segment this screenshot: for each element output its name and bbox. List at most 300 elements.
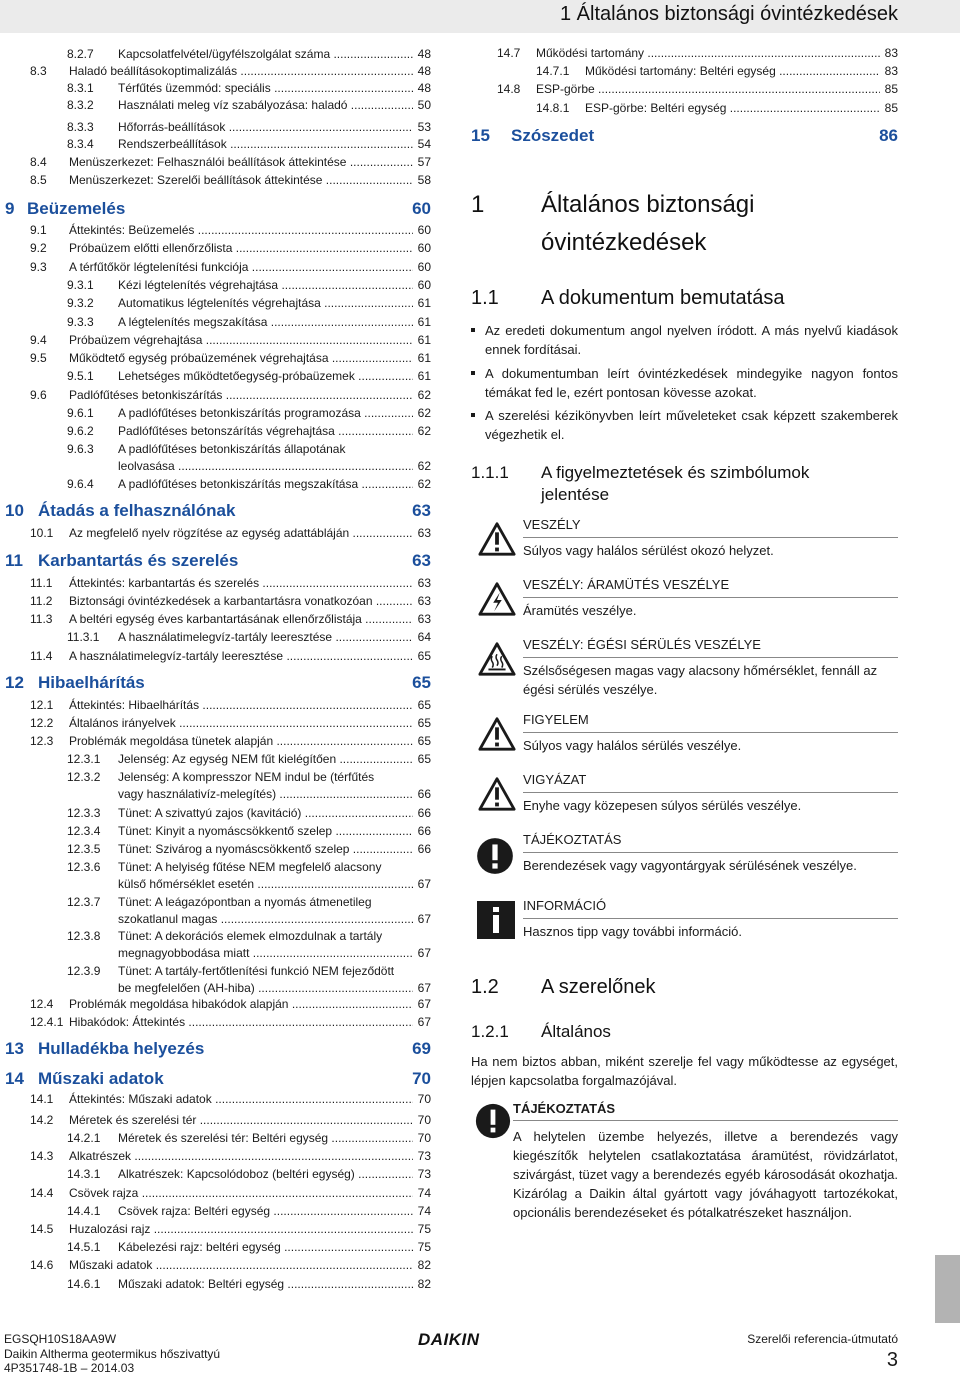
section-1-1-1-title-line2: jelentése (541, 485, 610, 504)
page-number: 3 (886, 1349, 898, 1371)
toc-entry[interactable] (30, 1277, 431, 1292)
symbol-description: Áramütés veszélye. (523, 603, 637, 618)
toc-entry-title: Alkatrészek ..... (69, 1149, 413, 1163)
footer-model: EGSQH10S18AA9W (4, 1332, 117, 1346)
toc-chapter-number: 11 (5, 551, 23, 570)
toc-entry-title: ESP-görbe ..... (536, 82, 880, 96)
symbol-description: Hasznos tipp vagy további információ. (523, 924, 742, 939)
toc-entry-page: 60 (415, 278, 431, 292)
toc-entry[interactable] (30, 964, 431, 996)
toc-entry[interactable] (30, 81, 431, 96)
toc-entry-number: 8.3.3 (67, 120, 94, 134)
toc-entry-page: 48 (415, 64, 431, 78)
symbol-description: Súlyos vagy halálos sérülést okozó helyzet. (523, 543, 774, 558)
toc-chapter[interactable] (5, 673, 431, 695)
symbol-warning (471, 712, 898, 762)
divider (523, 792, 898, 793)
toc-entry-title: Csövek rajza ..... (69, 1186, 413, 1200)
symbol-danger (471, 517, 898, 567)
toc-entry-number: 8.3 (30, 64, 47, 78)
symbol-title: INFORMÁCIÓ (523, 898, 607, 913)
section-1-2-title: A szerelőnek (541, 976, 656, 998)
toc-entry-page: 50 (415, 98, 431, 112)
toc-entry-page: 67 (415, 912, 431, 926)
toc-entry-number: 9.5.1 (67, 369, 94, 383)
toc-entry-number: 9.6.2 (67, 424, 94, 438)
toc-entry-page: 65 (415, 752, 431, 766)
toc-entry-title: Lehetséges működtetőegység-próbaüzemek ..... (118, 369, 413, 383)
toc-entry-number: 14.6.1 (67, 1277, 101, 1291)
toc-entry-number: 9.5 (30, 351, 47, 365)
toc-entry-number: 14.6 (30, 1258, 54, 1272)
toc-entry-title: Tünet: A dekorációs elemek elmozdulnak a tartály (118, 929, 383, 943)
toc-entry-title: A használatimelegvíz-tartály leeresztése ..... (118, 630, 413, 644)
symbol-description: Enyhe vagy közepesen súlyos sérülés veszélye. (523, 798, 802, 813)
symbol-description: Berendezések vagy vagyontárgyak sérülésének veszélye. (523, 858, 857, 873)
notice-exclamation-icon (474, 1102, 512, 1140)
toc-entry-title: Kapcsolatfelvétel/ügyfélszolgálat száma ..... (118, 47, 413, 61)
toc-entry-page: 63 (415, 576, 431, 590)
toc-entry[interactable] (30, 1186, 431, 1201)
toc-entry[interactable] (30, 929, 431, 961)
toc-entry-title: Automatikus légtelenítés végrehajtása ..... (118, 296, 413, 310)
toc-entry[interactable] (497, 82, 898, 97)
toc-entry[interactable] (30, 698, 431, 713)
toc-entry-number: 8.4 (30, 155, 47, 169)
toc-entry-title: Padlófűtéses betonszárítás végrehajtása ..... (118, 424, 413, 438)
toc-entry-page: 61 (415, 351, 431, 365)
toc-entry-number: 9.6 (30, 388, 47, 402)
toc-entry-page: 70 (415, 1131, 431, 1145)
toc-chapter-page: 86 (879, 126, 898, 145)
toc-entry-number: 14.7 (497, 46, 521, 60)
toc-entry[interactable] (30, 612, 431, 627)
toc-entry-page: 67 (415, 946, 431, 960)
symbol-description: Súlyos vagy halálos sérülés veszélye. (523, 738, 742, 753)
toc-entry-page: 67 (415, 1015, 431, 1029)
toc-entry-page: 74 (415, 1204, 431, 1218)
toc-entry-title: Kézi légtelenítés végrehajtása ..... (118, 278, 413, 292)
toc-entry-page: 70 (415, 1092, 431, 1106)
toc-entry-page: 61 (415, 296, 431, 310)
toc-entry-title-cont: leolvasása ..... (118, 459, 413, 473)
notice-title: TÁJÉKOZTATÁS (513, 1101, 616, 1116)
toc-entry-title: Csövek rajza: Beltéri egység ..... (118, 1204, 413, 1218)
toc-entry[interactable] (30, 120, 431, 135)
toc-entry-page: 67 (415, 981, 431, 995)
toc-entry-title: Áttekintés: karbantartás és szerelés ..... (69, 576, 413, 590)
toc-entry-page: 62 (415, 477, 431, 491)
toc-chapter[interactable] (5, 501, 431, 523)
toc-entry-number: 9.3.2 (67, 296, 94, 310)
toc-entry[interactable] (30, 388, 431, 403)
toc-entry-title: Próbaüzem előtti ellenőrzőlista ..... (69, 241, 413, 255)
toc-entry[interactable] (30, 137, 431, 152)
divider (513, 1120, 898, 1121)
toc-entry[interactable] (30, 526, 431, 541)
toc-chapter[interactable] (5, 551, 431, 573)
toc-entry[interactable] (30, 1240, 431, 1255)
toc-entry-page: 70 (415, 1113, 431, 1127)
toc-entry-title: Jelenség: Az egység NEM fűt kielégítően ..... (118, 752, 413, 766)
toc-entry[interactable] (30, 424, 431, 439)
toc-entry-title: Áttekintés: Hibaelhárítás ..... (69, 698, 413, 712)
toc-entry-page: 58 (415, 173, 431, 187)
toc-entry-number: 12.3.7 (67, 895, 101, 909)
toc-entry-title: Menüszerkezet: Felhasználói beállítások áttekintése ..... (69, 155, 413, 169)
toc-entry[interactable] (30, 895, 431, 927)
toc-chapter-title: Hibaelhárítás (38, 673, 145, 692)
toc-entry-title: Tünet: A helyiség fűtése NEM megfelelő alacsony (118, 860, 382, 874)
toc-entry[interactable] (30, 351, 431, 366)
toc-entry-page: 66 (415, 787, 431, 801)
toc-entry-title: Műszaki adatok: Beltéri egység ..... (118, 1277, 413, 1291)
toc-entry[interactable] (30, 824, 431, 839)
toc-entry-number: 11.3.1 (67, 630, 100, 644)
toc-entry[interactable] (30, 1167, 431, 1182)
toc-entry-title: ESP-görbe: Beltéri egység ..... (585, 101, 880, 115)
toc-entry[interactable] (30, 1204, 431, 1219)
toc-entry-number: 9.4 (30, 333, 47, 347)
toc-entry-page: 61 (415, 369, 431, 383)
toc-entry[interactable] (30, 997, 431, 1012)
toc-entry-number: 11.1 (30, 576, 53, 590)
toc-entry-number: 9.3.1 (67, 278, 94, 292)
divider (523, 732, 898, 733)
toc-entry-page: 83 (882, 46, 898, 60)
toc-entry-page: 53 (415, 120, 431, 134)
toc-entry[interactable] (30, 223, 431, 238)
toc-chapter[interactable] (5, 1039, 431, 1061)
toc-entry-number: 12.1 (30, 698, 54, 712)
divider (523, 537, 898, 538)
toc-entry[interactable] (30, 752, 431, 767)
toc-entry-number: 14.5 (30, 1222, 54, 1236)
toc-entry-number: 9.2 (30, 241, 47, 255)
toc-entry[interactable] (30, 477, 431, 492)
toc-entry-page: 61 (415, 315, 431, 329)
general-paragraph: Ha nem biztos abban, miként szerelje fel vagy működtesse az egységet, lépjen kapcsolatba forgalmazójával. (471, 1054, 898, 1088)
toc-entry-title: Az megfelelő nyelv rögzítése az egység adattábláján ..... (69, 526, 413, 540)
notice-text: A helytelen üzembe helyezés, illetve a berendezés vagy kiegészítők helytelen csatlakoztatása áramütést, rövidzárlatot, szivárgást, tüzet vagy a berendezés egyéb károsodását okozhatja. Kizárólag a Daikin által gyártott vagy jóváhagyott tartozékokat, opcionális berendezéseket és pótalkatrészeket használjon. (513, 1129, 898, 1220)
toc-chapter-title: Hulladékba helyezés (38, 1039, 205, 1058)
toc-entry-page: 60 (415, 260, 431, 274)
toc-entry-number: 9.6.1 (67, 406, 94, 420)
electric-shock-icon (478, 581, 516, 617)
toc-entry-number: 10.1 (30, 526, 54, 540)
symbol-title: VESZÉLY: ÁRAMÜTÉS VESZÉLYE (523, 577, 730, 592)
symbol-title: VESZÉLY (523, 517, 581, 532)
toc-entry[interactable] (30, 1092, 431, 1107)
hot-surface-icon (478, 641, 516, 677)
toc-entry[interactable] (497, 64, 898, 79)
toc-entry-page: 48 (415, 81, 431, 95)
toc-entry[interactable] (30, 98, 431, 113)
toc-entry-page: 75 (415, 1240, 431, 1254)
toc-entry-number: 9.6.3 (67, 442, 94, 456)
toc-entry[interactable] (30, 716, 431, 731)
warning-triangle-icon (478, 776, 516, 812)
toc-entry-page: 62 (415, 459, 431, 473)
toc-entry-page: 75 (415, 1222, 431, 1236)
toc-entry-page: 85 (882, 82, 898, 96)
warning-triangle-icon (478, 521, 516, 557)
toc-entry-page: 73 (415, 1167, 431, 1181)
toc-entry[interactable] (30, 1222, 431, 1237)
symbol-electric-shock (471, 577, 898, 627)
toc-entry-title: Alkatrészek: Kapcsolódoboz (beltéri egység) ..... (118, 1167, 413, 1181)
toc-entry-number: 12.3 (30, 734, 54, 748)
toc-chapter-page: 70 (412, 1069, 431, 1088)
toc-entry-page: 65 (415, 649, 431, 663)
toc-chapter-title: Átadás a felhasználónak (38, 501, 236, 520)
toc-entry-number: 9.3 (30, 260, 47, 274)
toc-entry-number: 8.2.7 (67, 47, 94, 61)
toc-chapter-page: 63 (412, 501, 431, 520)
section-1-1-title: A dokumentum bemutatása (541, 287, 785, 309)
toc-entry-title-cont: megnagyobbodása miatt ..... (118, 946, 413, 960)
toc-entry-title-cont: vagy használativíz-melegítés) ..... (118, 787, 413, 801)
toc-entry[interactable] (30, 1149, 431, 1164)
toc-entry-number: 14.8 (497, 82, 521, 96)
divider (523, 918, 898, 919)
toc-chapter-page: 60 (412, 199, 431, 218)
toc-entry-page: 48 (415, 47, 431, 61)
toc-entry-page: 61 (415, 333, 431, 347)
toc-chapter-title: Műszaki adatok (38, 1069, 164, 1088)
toc-entry[interactable] (497, 46, 898, 61)
toc-entry-page: 63 (415, 612, 431, 626)
toc-entry-title: A használatimelegvíz-tartály leeresztése ..... (69, 649, 413, 663)
toc-entry-page: 62 (415, 406, 431, 420)
toc-entry-page: 60 (415, 223, 431, 237)
toc-entry-title: Tünet: A szivattyú zajos (kavitáció) ..... (118, 806, 413, 820)
toc-entry[interactable] (30, 260, 431, 275)
section-1-2-number: 1.2 (471, 976, 499, 998)
toc-entry[interactable] (30, 734, 431, 749)
toc-chapter[interactable] (471, 126, 898, 148)
toc-entry-number: 12.3.5 (67, 842, 101, 856)
chapter-number: 1 (471, 191, 485, 218)
toc-entry-number: 9.6.4 (67, 477, 94, 491)
toc-entry[interactable] (30, 155, 431, 170)
toc-entry[interactable] (30, 315, 431, 330)
toc-entry-title: A beltéri egység éves karbantartásának ellenőrzőlistája ..... (69, 612, 413, 626)
footer-product: Daikin Altherma geotermikus hőszivattyú (4, 1347, 221, 1361)
toc-entry-page: 82 (415, 1277, 431, 1291)
toc-entry-number: 14.2.1 (67, 1131, 101, 1145)
toc-entry-title: Működtető egység próbaüzemének végrehajtása ..... (69, 351, 413, 365)
toc-entry[interactable] (30, 241, 431, 256)
toc-chapter-number: 13 (5, 1039, 24, 1058)
toc-entry-number: 14.2 (30, 1113, 54, 1127)
toc-entry-page: 54 (415, 137, 431, 151)
toc-entry-number: 9.3.3 (67, 315, 94, 329)
section-1-2-1-title: Általános (541, 1022, 611, 1041)
toc-entry[interactable] (30, 860, 431, 892)
toc-entry-number: 12.4.1 (30, 1015, 64, 1029)
toc-entry-title: Áttekintés: Beüzemelés ..... (69, 223, 413, 237)
toc-entry-number: 9.1 (30, 223, 47, 237)
symbol-title: FIGYELEM (523, 712, 589, 727)
toc-entry-page: 85 (882, 101, 898, 115)
toc-entry[interactable] (30, 1258, 431, 1273)
toc-entry-number: 14.4.1 (67, 1204, 101, 1218)
toc-entry-number: 11.3 (30, 612, 53, 626)
toc-entry-title: Padlófűtéses betonkiszárítás ..... (69, 388, 413, 402)
toc-chapter-title: Beüzemelés (27, 199, 126, 218)
toc-entry-number: 11.2 (30, 594, 53, 608)
toc-entry-number: 12.4 (30, 997, 54, 1011)
toc-entry-number: 14.4 (30, 1186, 54, 1200)
toc-entry-page: 83 (882, 64, 898, 78)
symbol-info (471, 898, 898, 948)
toc-entry-title: A padlófűtéses betonkiszárítás állapotának (118, 442, 346, 456)
section-1-1-1-number: 1.1.1 (471, 463, 509, 482)
toc-entry-page: 82 (415, 1258, 431, 1272)
toc-entry-number: 12.3.1 (67, 752, 101, 766)
toc-entry[interactable] (30, 576, 431, 591)
toc-entry-title: Méretek és szerelési tér ..... (69, 1113, 413, 1127)
toc-entry[interactable] (30, 1131, 431, 1146)
toc-entry-page: 65 (415, 698, 431, 712)
toc-entry-title: Biztonsági óvintézkedések a karbantartásra vonatkozóan ..... (69, 594, 413, 608)
toc-entry[interactable] (30, 1015, 431, 1030)
footer-doc-id: 4P351748-1B – 2014.03 (4, 1361, 135, 1374)
toc-entry-title: Hőforrás-beállítások ..... (118, 120, 413, 134)
toc-chapter-page: 63 (412, 551, 431, 570)
toc-entry[interactable] (30, 806, 431, 821)
toc-entry-title: Rendszerbeállítások ..... (118, 137, 413, 151)
toc-entry-title: Térfűtés üzemmód: speciális ..... (118, 81, 413, 95)
bullet-item: A szerelési kézikönyvben leírt műveleteket csak képzett szakemberek végezhetik el. (471, 406, 898, 444)
toc-entry-page: 57 (415, 155, 431, 169)
toc-entry[interactable] (30, 278, 431, 293)
toc-entry-title: Haladó beállításokoptimalizálás ..... (69, 64, 413, 78)
toc-entry-number: 8.3.1 (67, 81, 94, 95)
toc-entry[interactable] (30, 173, 431, 188)
toc-entry[interactable] (30, 296, 431, 311)
toc-entry-number: 8.5 (30, 173, 47, 187)
toc-entry-page: 65 (415, 716, 431, 730)
toc-entry-page: 66 (415, 824, 431, 838)
toc-entry-title: A légtelenítés megszakítása ..... (118, 315, 413, 329)
toc-entry[interactable] (30, 770, 431, 802)
toc-entry-title: Használati meleg víz szabályozása: haladó ..... (118, 98, 413, 112)
toc-entry-number: 12.3.8 (67, 929, 101, 943)
toc-entry[interactable] (30, 333, 431, 348)
toc-entry-number: 11.4 (30, 649, 53, 663)
toc-entry-title-cont: külső hőmérséklet esetén ..... (118, 877, 413, 891)
toc-entry-page: 64 (415, 630, 431, 644)
toc-chapter-number: 10 (5, 501, 24, 520)
chapter-title-line1: Általános biztonsági (541, 191, 755, 218)
toc-entry[interactable] (30, 369, 431, 384)
toc-entry-page: 74 (415, 1186, 431, 1200)
toc-chapter[interactable] (5, 1069, 431, 1091)
symbol-notice (471, 832, 898, 882)
side-tab (935, 1255, 960, 1323)
toc-chapter-number: 12 (5, 673, 24, 692)
symbol-title: VESZÉLY: ÉGÉSI SÉRÜLÉS VESZÉLYE (523, 637, 761, 652)
toc-entry-page: 60 (415, 241, 431, 255)
section-1-1-1-title (541, 462, 809, 506)
toc-chapter-page: 65 (412, 673, 431, 692)
toc-entry-page: 66 (415, 806, 431, 820)
toc-entry-number: 12.3.4 (67, 824, 101, 838)
toc-entry-number: 14.5.1 (67, 1240, 101, 1254)
symbol-caution (471, 772, 898, 822)
toc-entry-title: Áttekintés: Műszaki adatok ..... (69, 1092, 413, 1106)
toc-chapter-number: 15 (471, 126, 490, 145)
toc-entry-number: 8.3.4 (67, 137, 94, 151)
toc-entry[interactable] (30, 649, 431, 664)
toc-entry-title: Méretek és szerelési tér: Beltéri egység ..... (118, 1131, 413, 1145)
toc-chapter-page: 69 (412, 1039, 431, 1058)
toc-entry[interactable] (497, 101, 898, 116)
toc-entry-title: Tünet: A tartály-fertőtlenítési funkció NEM fejeződött (118, 964, 395, 978)
section-1-2-1-number: 1.2.1 (471, 1022, 509, 1041)
toc-entry[interactable] (30, 1113, 431, 1128)
toc-entry-page: 62 (415, 388, 431, 402)
toc-entry-title: Menüszerkezet: Szerelői beállítások áttekintése ..... (69, 173, 413, 187)
toc-entry-title: Huzalozási rajz ..... (69, 1222, 413, 1236)
toc-entry-number: 12.3.6 (67, 860, 101, 874)
toc-entry[interactable] (30, 630, 431, 645)
toc-entry[interactable] (30, 64, 431, 79)
divider (523, 852, 898, 853)
toc-entry-title: Próbaüzem végrehajtása ..... (69, 333, 413, 347)
toc-entry-title: Kábelezési rajz: beltéri egység ..... (118, 1240, 413, 1254)
info-icon (476, 900, 516, 940)
toc-entry-page: 62 (415, 424, 431, 438)
bullet-item: A dokumentumban leírt óvintézkedések mindegyike nagyon fontos témákat fed le, ezért pontosan kövesse azokat. (471, 364, 898, 402)
toc-entry-title: A térfűtőkör légtelenítési funkciója ..... (69, 260, 413, 274)
toc-entry-number: 8.3.2 (67, 98, 94, 112)
symbol-title: VIGYÁZAT (523, 772, 587, 787)
toc-chapter[interactable] (5, 199, 431, 221)
divider (523, 597, 898, 598)
symbol-title: TÁJÉKOZTATÁS (523, 832, 622, 847)
toc-chapter-title: Szószedet (511, 126, 595, 145)
toc-entry-number: 14.3.1 (67, 1167, 101, 1181)
toc-entry[interactable] (30, 842, 431, 857)
section-1-1-1-title-line1: A figyelmeztetések és szimbólumok (541, 463, 810, 482)
toc-entry[interactable] (30, 47, 431, 62)
toc-entry-title-cont: be megfelelően (AH-hiba) ..... (118, 981, 413, 995)
toc-entry-page: 63 (415, 594, 431, 608)
toc-entry-title-cont: szokatlanul magas ..... (118, 912, 413, 926)
toc-entry-number: 12.2 (30, 716, 54, 730)
toc-entry-title: A padlófűtéses betonkiszárítás programozása ..... (118, 406, 413, 420)
section-1-1-number: 1.1 (471, 287, 499, 309)
warning-triangle-icon (478, 716, 516, 752)
toc-entry[interactable] (30, 442, 431, 474)
page-header-title: 1 Általános biztonsági óvintézkedések (560, 3, 898, 25)
toc-entry-title: Jelenség: A kompresszor NEM indul be (térfűtés (118, 770, 375, 784)
toc-entry-title: Problémák megoldása tünetek alapján ..... (69, 734, 413, 748)
toc-entry[interactable] (30, 406, 431, 421)
toc-entry-number: 12.3.3 (67, 806, 101, 820)
toc-entry-page: 63 (415, 526, 431, 540)
toc-chapter-title: Karbantartás és szerelés (38, 551, 239, 570)
toc-entry[interactable] (30, 594, 431, 609)
toc-entry-number: 12.3.2 (67, 770, 101, 784)
daikin-logo: DAIKIN (418, 1330, 480, 1349)
toc-chapter-number: 9 (5, 199, 15, 218)
chapter-title-line2: óvintézkedések (541, 229, 707, 256)
bullet-item: Az eredeti dokumentum angol nyelven íródott. A más nyelvű kiadások ennek fordításai. (471, 321, 898, 359)
